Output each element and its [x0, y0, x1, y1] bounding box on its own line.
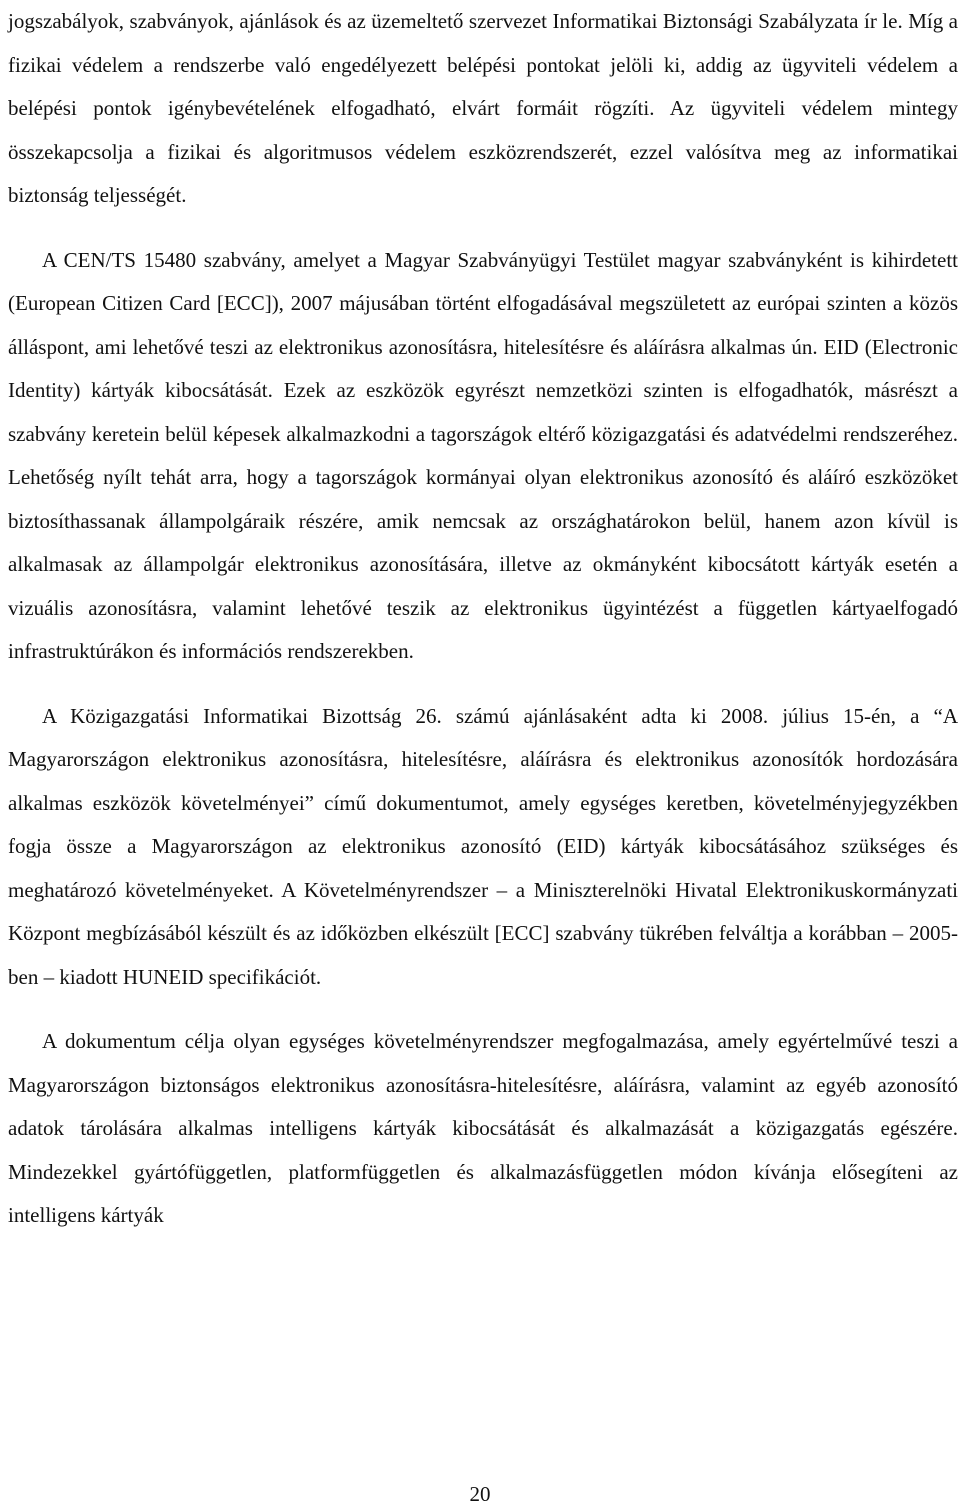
paragraph-gap	[8, 999, 958, 1020]
paragraph-gap	[8, 218, 958, 239]
page-number: 20	[469, 1482, 491, 1506]
paragraph-kib-recommendation: A Közigazgatási Informatikai Bizottság 26. számú ajánlásaként adta ki 2008. július 15-én, a “A Magyarországon elektronikus azonosításra, hitelesítésre, aláírásra és elektronikus azonosítók hordozására alkalmas eszközök követelményei” című dokumentumot, amely egységes keretben, követelményjegyzékben fogja össze a Magyarországon az elektronikus azonosító (EID) kártyák kibocsátásához szükséges és meghatározó követelményeket. A Követelményrendszer – a Miniszterelnöki Hivatal Elektronikuskormányzati Központ megbízásából készült és az időközben elkészült [ECC] szabvány tükrében felváltja a korábban – 2005-ben – kiadott HUNEID specifikációt.	[8, 703, 958, 989]
paragraph-continuation: jogszabályok, szabványok, ajánlások és az üzemeltető szervezet Informatikai Biztonsági Szabályzata ír le. Míg a fizikai védelem a rendszerbe való engedélyezett belépési pontokat jelöli ki, addig az ügyviteli védelem a belépési pontok igénybevételének elfogadható, elvárt formáit rögzíti. Az ügyviteli védelem mintegy összekapcsolja a fizikai és algoritmusos védelem eszközrendszerét, ezzel valósítva meg az informatikai biztonság teljességét.	[8, 9, 958, 207]
paragraph-gap	[8, 674, 958, 695]
paragraph-document-goal: A dokumentum célja olyan egységes követelményrendszer megfogalmazása, amely egyértelművé teszi a Magyarországon biztonságos elektronikus azonosításra-hitelesítésre, aláírásra, valamint az egyéb azonosító adatok tárolására alkalmas intelligens kártyák kibocsátását és alkalmazását a közigazgatás egészére. Mindezekkel gyártófüggetlen, platformfüggetlen és alkalmazásfüggetlen módon kívánja elősegíteni az intelligens kártyák	[8, 1029, 958, 1227]
paragraph-cen-ts: A CEN/TS 15480 szabvány, amelyet a Magyar Szabványügyi Testület magyar szabványként is kihirdetett (European Citizen Card [ECC]), 2007 májusában történt elfogadásával megszületett az európai szinten a közös álláspont, ami lehetővé teszi az elektronikus azonosításra, hitelesítésre és aláírásra alkalmas ún. EID (Electronic Identity) kártyák kibocsátását. Ezek az eszközök egyrészt nemzetközi szinten is elfogadhatók, másrészt a szabvány keretein belül képesek alkalmazkodni a tagországok eltérő közigazgatási és adatvédelmi rendszeréhez. Lehetőség nyílt tehát arra, hogy a tagországok kormányai olyan elektronikus azonosító és aláíró eszközöket biztosíthassanak állampolgáraik részére, amik nemcsak az országhatárokon belül, hanem azon kívül is alkalmasak az állampolgár elektronikus azonosítására, illetve az okmányként kibocsátott kártyák esetén a vizuális azonosításra, valamint lehetővé teszik az elektronikus ügyintézést a független kártyaelfogadó infrastruktúrákon és információs rendszerekben.	[8, 247, 958, 663]
document-page	[8, 0, 958, 1238]
